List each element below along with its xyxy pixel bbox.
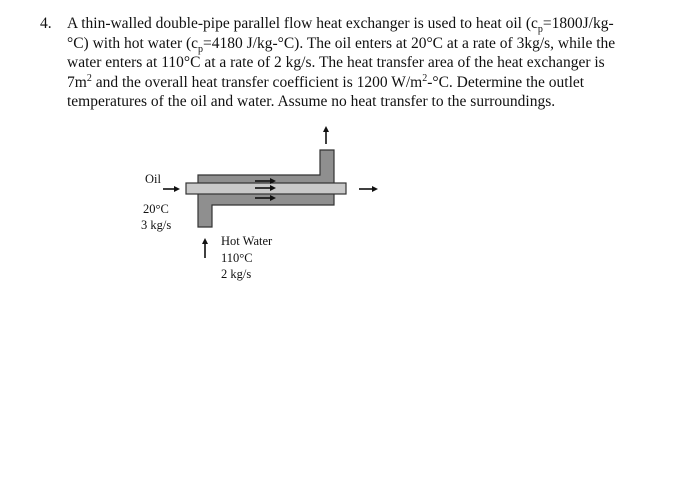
line-1-text-end: =1800J/kg-: [542, 15, 614, 32]
line-2-text-end: =4180 J/kg-°C). The oil enters at 20°C at a rate of 3kg/s, while the: [203, 34, 616, 52]
oil-flow-rate: 3 kg/s: [141, 218, 172, 232]
oil-outlet-arrow-head: [372, 186, 378, 192]
oil-inlet-arrow-head: [174, 186, 180, 192]
water-inlet-arrow-head: [202, 238, 208, 244]
oil-inlet-temperature: 20°C: [143, 202, 169, 216]
line-3-text: water enters at 110°C at a rate of 2 kg/s. The heat transfer area of the heat exchanger is: [67, 54, 605, 71]
line-4-superscript-2: 2: [422, 72, 428, 84]
line-4-text: 7m: [67, 73, 87, 91]
water-inlet-temperature: 110°C: [221, 251, 253, 265]
water-outlet-arrow-head: [323, 126, 329, 132]
line-4-superscript: 2: [86, 72, 92, 84]
water-flow-rate: 2 kg/s: [221, 267, 252, 281]
line-2-text: °C) with hot water (c: [67, 34, 199, 52]
line-5-text: temperatures of the oil and water. Assume no heat transfer to the surroundings.: [67, 93, 556, 110]
line-4-text-end: -°C. Determine the outlet: [427, 73, 585, 91]
line-2-subscript: p: [198, 43, 204, 55]
line-4-text-mid: and the overall heat transfer coefficient is 1200 W/m: [91, 73, 423, 91]
oil-label: Oil: [145, 172, 161, 186]
line-1-subscript: p: [537, 24, 543, 36]
hot-water-label: Hot Water: [221, 234, 273, 248]
problem-number: 4.: [40, 15, 52, 32]
line-1-text: A thin-walled double-pipe parallel flow heat exchanger is used to heat oil (c: [67, 15, 538, 32]
